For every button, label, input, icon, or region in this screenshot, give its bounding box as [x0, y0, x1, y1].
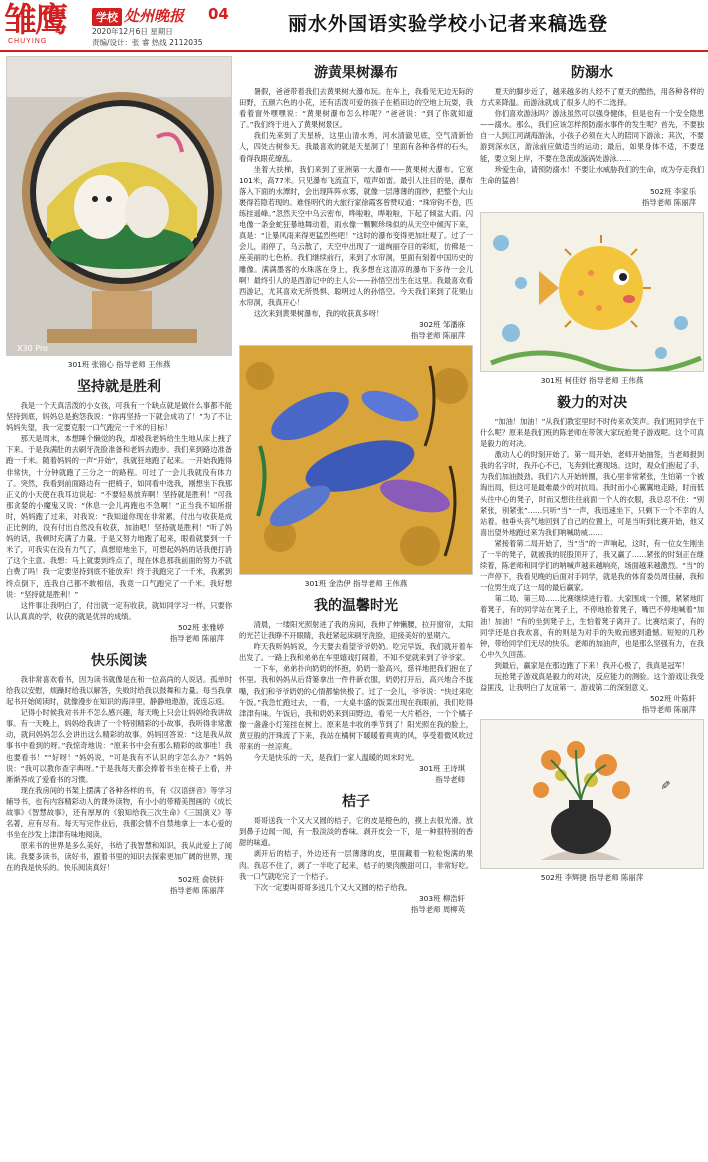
embroidery-photo — [6, 56, 232, 356]
section-badge: 学校 — [92, 8, 122, 26]
paragraph: “加油！加油！”从我们教室里时不时传来欢笑声。我们班同学在干什么呢？原来是我们班的陈老师在带领大家玩抢凳子游戏呢。这个可真是毅力的对决。 — [480, 416, 704, 449]
paragraph: 今天是快乐的一天，是我们一家人温暖的周末时光。 — [253, 753, 420, 763]
masthead — [0, 0, 708, 52]
article-body — [480, 86, 704, 186]
paragraph: 我是一个天真活泼的小女孩，可我有一个缺点就是做什么事都不能坚持到底，妈妈总是抱怨我说：“你再坚持一下就会成功了！”为了不让妈妈失望，我一定要克服一口气跑完一千米的目标！ — [6, 401, 232, 433]
paragraph: 夏天的脚步近了，越来越多的人经不了夏天的酷热，用各种各样的方式来降温。而游泳就成了很多人的不二选择。 — [480, 87, 704, 108]
article-title: 桔子 — [342, 794, 370, 811]
paragraph: 我们先来到了天星桥，这里山清水秀，河水清澈见底，空气清新怡人，四处古树参天。我最喜欢的就是天星洞了！里面有各种各样的石头，看得我眼花缭乱。 — [239, 131, 473, 163]
article-body — [480, 416, 704, 693]
byline-author: 302班 邹潘庥 — [418, 319, 465, 329]
article-body — [239, 815, 473, 893]
byline-author: 502班 俞铁轩 — [177, 874, 224, 884]
photo-caption-c: 301班 柯佳妤 指导老师 王伟燕 — [540, 375, 644, 385]
flower-vase-painting — [480, 719, 704, 869]
column-right — [480, 56, 704, 885]
article-title: 坚持就是胜利 — [77, 379, 161, 395]
paragraph: 坐着大扶梯，我们来到了亚洲第一大瀑布——黄果树大瀑布。它宽101米，高77米。只见瀑布飞流直下，喧声如雷。最引人注目的是，瀑布落入下面的水潭时，会出现阵阵水雾，就像一层薄薄的面纱，把整个大山裹得若隐若现的。难怪明代的大旅行家徐霞客曾赞叹道：“珠帘钩不卷，匹练挂遥峰。”忽然天空中乌云密布，哗啦啦，哗啦啦，下起了倾盆大雨。闪电像一条金蛇狂暴地舞动着，雨水像一颗颗珍珠似的从天空中倾泻下来，真是：“让暴风雨来得更猛烈些吧！”这时的瀑布变得更加壮观了。过了一会儿，雨停了，乌云散了，天空中出现了一道绚丽夺目的彩虹，仿佛是一座美丽的七色桥。我们继续前行，来到了水帘洞，里面有刻着中国历史的雕像。满满墨客的水珠落在身上，我多想在这清凉的瀑布下多待一会儿啊！最终引人的是西游记中的主人公——孙悟空出生在这里。我最喜欢看西游记，尤其喜欢无所畏惧、聪明过人的孙悟空。今天我们来到了花果山水帘洞，我真开心！ — [239, 164, 473, 307]
pufferfish-drawing-art — [481, 213, 704, 372]
byline-teacher: 指导老师 陈丽萍 — [169, 633, 224, 643]
page-number: 04 — [208, 5, 229, 23]
paper-name: 处州晚报 — [124, 7, 185, 25]
embroidery-photo-art — [7, 57, 232, 356]
byline-teacher: 指导老师 陈丽萍 — [169, 885, 224, 895]
paragraph: 这次来到黄果树瀑布，我的收获真多呀！ — [253, 308, 384, 318]
logo-subtext: CHUYING — [8, 38, 48, 45]
paragraph: 紧接着第二局开始了，当“当”的一声响起，这时，有一位女生刚坐了一半的凳子，就被我的屁股顶开了，我又赢了……紧张的时刻正在继续着，陈老师和同学们的呐喊声越来越响亮，场面越来越激烈。“当”的一声停下，我看见晚的后面对手同学，就是我的体育委员周佳赫，我和一位男生成了这一局的最后赢家。 — [480, 538, 704, 593]
paragraph: 玩抢凳子游戏真是毅力的对决，反应能力的测验。这个游戏让我受益匪浅，让我明白了友谊第一、游戏第二的深刻意义。 — [480, 672, 704, 693]
flower-vase-painting-art — [481, 720, 704, 869]
fish-painting-art — [240, 346, 473, 575]
paragraph: 哥哥送我一个又大又圆的桔子，它的皮是橙色的，摸上去很光滑。放到鼻子边闻一闻，有一股淡淡的香味。剥开皮会一下，是一种很特别的香甜的味道。 — [239, 816, 473, 848]
byline-author: 502班 叶陈轩 — [649, 694, 696, 704]
article-body — [6, 400, 232, 622]
byline-author: 502班 张雅婷 — [177, 622, 224, 632]
photo-caption-a: 301班 张锦心 指导老师 王伟燕 — [67, 360, 171, 369]
byline-author: 502班 李家乐 — [649, 186, 696, 196]
paragraph: 我非常喜欢看书，因为读书就像是在和一位高尚的人说话。孤单时给我以安慰，烦躁时给我以解答，失败时给我以鼓舞和力量。每当我拿起书开始阅读时，就像漫步在知识的海洋里，静静地遨游，流连忘返。 — [6, 674, 232, 707]
column-middle — [239, 56, 473, 915]
byline-teacher: 指导老师 陈丽萍 — [641, 197, 696, 207]
paragraph: 暑假，爸爸带着我们去黄果树大瀑布玩。在车上，我看见无边无际的田野，五颜六色的小花，还有活泼可爱的孩子在稻田边的空地上玩耍，我看着窗外嘿嘿说：“黄果树瀑布怎么样呢？”爸爸说：“到了你就知道了。”我们终于进入了黄果树景区。 — [239, 87, 473, 130]
article-title: 游黄果树瀑布 — [314, 65, 398, 81]
article-title: 我的温馨时光 — [314, 597, 398, 614]
byline-teacher: 指导老师 陈丽萍 — [641, 705, 696, 715]
fish-painting — [239, 345, 473, 575]
paragraph: 原来书的世界是多么美好，书给了我智慧和知识，我从此爱上了阅读。我要多读书，读好书，跟着书里的知识去探索更加广阔的世界，现在的我是快乐的。快乐阅读真好！ — [6, 841, 232, 873]
photo-caption-b: 301班 金浩伊 指导老师 王伟燕 — [304, 578, 408, 588]
byline-teacher: 指导老师 陈丽萍 — [410, 330, 465, 340]
article-title: 快乐阅读 — [91, 652, 147, 669]
paragraph: 昨天我听妈妈说，今天要去看望爷爷奶奶。吃完早饭，我们就开着车出发了。一路上我和弟弟在车里嬉戏打闹着，不知不觉就来到了爷爷家。 — [239, 642, 473, 663]
article-title: 防溺水 — [571, 65, 613, 81]
paragraph: 珍爱生命，请预防溺水！不要让水威胁我们的生命，成为夺走我们生命的猛兽！ — [480, 164, 704, 185]
paragraph: 这件事让我明白了，付出就一定有收获，就如同学习一样，只要你认认真真的学，收获的就是优异的成绩。 — [6, 600, 232, 621]
article-title: 毅力的对决 — [557, 394, 627, 411]
editor-info: 责编/设计：张 睿 热线 2112035 — [92, 38, 203, 47]
page-headline: 丽水外国语实验学校小记者来稿选登 — [288, 13, 609, 35]
paragraph: 下次一定要叫哥哥多送几个又大又圆的桔子给我。 — [253, 882, 412, 892]
issue-date: 2020年12月6日 星期日 — [92, 27, 173, 36]
article-body — [239, 86, 473, 319]
paragraph: 现在我房间的书架上摆满了各种各样的书，有《汉语拼音》等学习辅导书，也有内容精彩动人的课外读物，有小小的带精美图画的《成长故事》《智慧故事》，还有厚厚的《狼知给我三次生命》《三国演义》等名著，应有尽有。每天写完作业后，我都会情不自禁地拿上一本心爱的书坐在沙发上津津有味地阅读。 — [6, 785, 232, 840]
logo — [4, 2, 86, 50]
paragraph: 清晨，一缕阳光照射进了我的房间，我伸了伸懒腰，拉开窗帘，太阳的光芒让我睁不开眼睛，我赶紧起床刷牙洗脸，迎接美好的星期六。 — [239, 619, 473, 641]
paragraph: 你们喜欢游泳吗？游泳虽然可以强身健体，但是也有一个安全隐患——溺水。那么，我们应该怎样预防溺水事件的发生呢？首先，不要独自一人到江河湖海游泳，小孩子必须在大人的陪同下游泳；其次，不要游到深水区，游泳前应做适当的运动；最后，如果身体不适，不要逞能，要立刻上岸，不要在急流或漩涡处游泳…… — [480, 109, 704, 163]
painting-inscription: ✎ — [658, 780, 672, 791]
paragraph: 到最后，赢家是在那边跑了下来！我开心极了，我真是冠军！ — [494, 660, 689, 670]
paragraph: 激动人心的时刻开始了。第一局开始，老师开始抽签，当老师报到我的名字时，我开心不已，飞奔到比赛现场。这时，观众们抱起了手，为我们加油鼓劲。我们六人开始转圈，我心里非常紧张，生怕第一个被淘出局，但这可是最难最少的对抗局。我时而小心翼翼地走路，时而低头往中心的凳子，时而又想往往前面一个人的衣服，我总忍不住：“别紧张，别紧张”……只听“当”一声，我迅速坐下，只剩下一个不幸的人站着。他垂头丧气地回到了自己的位置上，可是当听到比赛开始，他又喜出望外地跑过来为我们呐喊助威…… — [480, 450, 704, 537]
article-body — [239, 619, 473, 763]
paragraph: 一下车，弟弟扑向奶奶的怀抱，奶奶一脸高兴，慈祥地把我们抱在了怀里。我和妈妈从后背篓拿出一件件新衣服，奶奶打开后，高兴地合不拢嘴，我们和爷爷奶奶的心情都愉快极了。过了一会儿，爷爷说：“快过来吃午饭。”我急忙跑过去，一看，一大桌丰盛的饭菜出现在我眼前，我们吃得津津有味。午饭后，我和奶奶来到田野边，看见一大片稻谷，一个个橘子像一盏盏小灯笼挂在树上。原来是丰收的季节到了！阳光照在我的脸上，黄豆般的汗珠流了下来，我站在橘树下暖暖着爽爽的风，享受着微风吹过带来的一丝凉爽。 — [239, 664, 473, 751]
column-left — [6, 56, 232, 896]
paragraph: 剥开后的桔子，外边还有一层薄薄的皮，里面藏着一粒粒饱满的果肉。我忍不住了，剥了一半吃了起来，桔子的果肉酸甜可口，非常好吃。我一口气就吃完了一个桔子。 — [239, 849, 473, 881]
logo-text: 雏鹰 — [4, 0, 66, 39]
paragraph: 那天是周末，本想睡个懒觉的我，却被我老妈给生生地从床上拽了下来。于是我满肚的去刷牙洗脸准备和老妈去跑步。我们来到路边准备跑一千米。随着妈妈的一声“开始”，我就狂地跑了起来。一开始我跑得非常快，十分钟就跑了三分之一的路程。可过了一会儿我就没有体力了。突然，我看到前面路边有一把椅子，如同看中选我，刚想坐下我那正义的小天使在我耳边说起：“不要轻易放弃啊！坚持就是胜利！”可我那贪婪的小魔鬼又说：“休息一会儿再跑也不急啊！”正当我不知所措时，妈妈跑了过来，对我说：“我知道你现在非常累，付出与收获是成正比例的，没有付出自然没有收获，加油吧！坚持就是胜利！”听了妈妈的话，我顿时充满了力量。于是又努力地跑了起来，眼看就要到一千米了，可我实在没有力气了，真想原地坐下，可想起妈妈的话我便打消了这个主意。我想：马上就要到终点了，现在休息那我前面的努力不就白费了吗！我一定要坚持到底不能放弃！终于我跑完了一千米，我累到终点倒下，连我自己都不敢相信，我竟一口气跑完了一千米。我好想说：“坚持就是胜利！” — [6, 434, 232, 599]
photo-caption-d: 502班 李辉捷 指导老师 陈丽萍 — [540, 873, 644, 883]
paragraph: 第二局、第三局……比赛继续进行着。大家围成一个圈，紧紧地盯着凳子，有的同学站在凳子上，不停地抢着凳子，嘴巴不停地喊着“加油！加油！”有的坐到凳子上，生怕着凳子离开了。比赛结束了，有的同学还是自我欢喜，有的则是为对手的失败而感到遗憾。短短的几秒钟，带给同学们无尽的快乐。老师的加油声，也是那么坚强有力，在我心中久久回荡。 — [480, 594, 704, 659]
camera-stamp: X30 Pro — [17, 344, 48, 353]
byline-author: 303班 柳浩轩 — [418, 893, 465, 903]
paragraph: 记得小时候我对书并不怎么感兴趣，每天晚上只会让妈妈给我讲故事。有一天晚上，妈妈给我讲了一个特别精彩的小故事，我听得非常激动，就问妈妈怎么会讲出这么精彩的故事。妈妈回答说：“这是我从故事书中看到的呀。”我惊奇地说：“原来书中会有那么精彩的故事哇！我也要看书！”“好呀！”妈妈说，“可是我有不认识的字怎么办？”妈妈说：“我可以教你查字典呀。”于是我每天都会捧着书坐在椅子上看，并渐渐养成了爱看书的习惯。 — [6, 708, 232, 784]
byline-teacher: 指导老师 — [435, 775, 465, 785]
pufferfish-drawing — [480, 212, 704, 372]
article-body — [6, 674, 232, 874]
byline-author: 301班 王诗琪 — [418, 764, 465, 774]
byline-teacher: 指导老师 周柳英 — [410, 904, 465, 914]
